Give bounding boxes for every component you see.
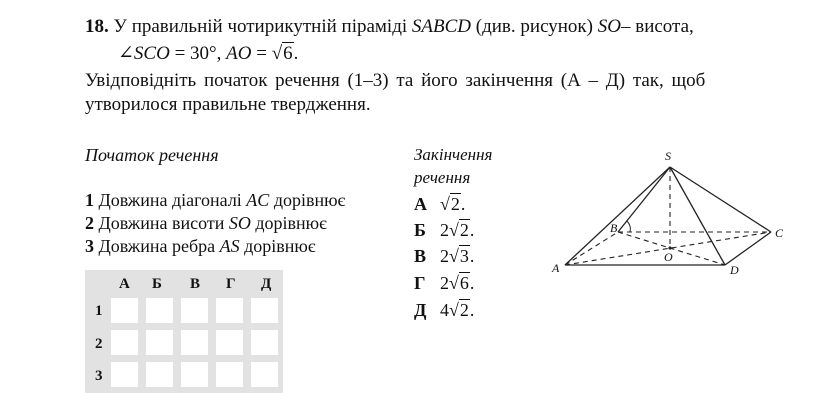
pyramid-figure [540, 140, 800, 290]
starts-header: Початок речення [85, 145, 219, 165]
label-B: B [610, 221, 618, 235]
grid-col-header: Б [152, 276, 162, 292]
start-number: 2 [85, 213, 94, 233]
answer-grid [85, 270, 283, 393]
grid-col-header: Г [226, 276, 236, 292]
sqrt-symbol: √ [449, 300, 459, 320]
equals-sign: = [251, 43, 272, 64]
ending-period: . [469, 273, 475, 293]
ending-letter: Б [414, 220, 426, 240]
answer-cell[interactable] [251, 298, 278, 323]
start-verb: дорівнює [273, 190, 346, 210]
ending-radicand: 2 [450, 194, 460, 214]
start-number: 1 [85, 190, 94, 210]
ending-option [414, 193, 465, 215]
condition-end: . [293, 43, 299, 64]
problem-line-1 [85, 16, 694, 38]
start-item [85, 189, 345, 211]
angle-value: = 30°, [169, 43, 222, 64]
endings-header-line-2: речення [414, 168, 471, 187]
answer-cell[interactable] [146, 298, 173, 323]
label-C: C [775, 226, 784, 240]
start-verb: дорівнює [255, 213, 327, 233]
label-A: A [552, 261, 560, 275]
start-verb: дорівнює [244, 236, 316, 256]
ending-option [414, 272, 474, 294]
start-variable: AS [219, 236, 240, 256]
ending-period: . [460, 194, 466, 214]
angle-symbol: ∠ [118, 43, 134, 64]
instruction-line-1: Увідповідніть початок речення (1–3) та його закінчення (А – Д) так, щоб [85, 70, 706, 91]
sqrt-symbol: √ [449, 273, 459, 293]
answer-cell[interactable] [216, 298, 243, 323]
ending-radicand: 6 [459, 273, 469, 293]
start-item [85, 212, 327, 234]
ending-letter: А [414, 194, 427, 214]
start-variable: SO [228, 213, 251, 233]
label-O: O [664, 250, 673, 264]
start-text: Довжина ребра [98, 236, 216, 256]
endings-header-line-1: Закінчення [414, 145, 493, 164]
problem-number: 18. [85, 16, 109, 37]
answer-cell[interactable] [181, 298, 208, 323]
answer-cell[interactable] [251, 362, 278, 387]
start-text: Довжина висоти [98, 213, 225, 233]
pyramid-name: SABCD [411, 16, 472, 37]
ending-coefficient: 2 [440, 246, 449, 266]
label-D: D [730, 263, 739, 277]
sqrt-symbol: √ [271, 43, 283, 64]
ending-radicand: 2 [459, 220, 469, 240]
answer-cell[interactable] [111, 330, 138, 355]
start-item [85, 235, 316, 257]
instruction-line-2: утворилося правильне твердження. [85, 94, 371, 115]
ending-letter: В [414, 246, 427, 266]
ending-option [414, 245, 474, 267]
segment-name: AO [226, 43, 252, 64]
sqrt-symbol: √ [449, 246, 459, 266]
ending-letter: Д [414, 300, 427, 320]
ending-period: . [469, 246, 475, 266]
sqrt-symbol: √ [440, 194, 450, 214]
grid-row-header: 2 [95, 336, 103, 352]
edge-DC [725, 232, 771, 265]
grid-col-header: А [119, 276, 130, 292]
angle-name: SCO [133, 43, 170, 64]
start-variable: AC [246, 190, 270, 210]
hidden-edge-AB [565, 232, 618, 265]
angle-arc [627, 221, 630, 232]
start-number: 3 [85, 236, 94, 256]
answer-cell[interactable] [146, 330, 173, 355]
ending-period: . [469, 300, 475, 320]
answer-cell[interactable] [251, 330, 278, 355]
ending-option [414, 219, 474, 241]
ending-coefficient: 2 [440, 273, 449, 293]
problem-condition [118, 43, 298, 65]
height-name: SO [597, 16, 621, 37]
answer-cell[interactable] [216, 330, 243, 355]
start-text: Довжина діагоналі [98, 190, 242, 210]
edge-SC [670, 167, 771, 232]
edge-SD [670, 167, 725, 265]
problem-text-prefix: У правильній чотирикутній піраміді [113, 16, 408, 37]
grid-col-header: Д [261, 276, 272, 292]
edge-SB [618, 167, 670, 232]
ending-radicand: 3 [459, 246, 469, 266]
ending-letter: Г [414, 273, 426, 293]
answer-cell[interactable] [111, 298, 138, 323]
ending-period: . [469, 220, 475, 240]
grid-col-header: В [190, 276, 201, 292]
label-S: S [665, 149, 671, 163]
answer-cell[interactable] [181, 330, 208, 355]
answer-cell[interactable] [146, 362, 173, 387]
answer-cell[interactable] [181, 362, 208, 387]
grid-row-header: 1 [95, 303, 103, 319]
problem-text-mid: (див. рисунок) [475, 16, 593, 37]
ending-option [414, 299, 474, 321]
answer-cell[interactable] [111, 362, 138, 387]
sqrt-argument: 6 [283, 43, 293, 64]
sqrt-symbol: √ [449, 220, 459, 240]
ending-radicand: 2 [459, 300, 469, 320]
problem-text-suffix: – висота, [620, 16, 694, 37]
ending-coefficient: 4 [440, 300, 449, 320]
ending-coefficient: 2 [440, 220, 449, 240]
grid-row-header: 3 [95, 368, 103, 384]
answer-cell[interactable] [216, 362, 243, 387]
